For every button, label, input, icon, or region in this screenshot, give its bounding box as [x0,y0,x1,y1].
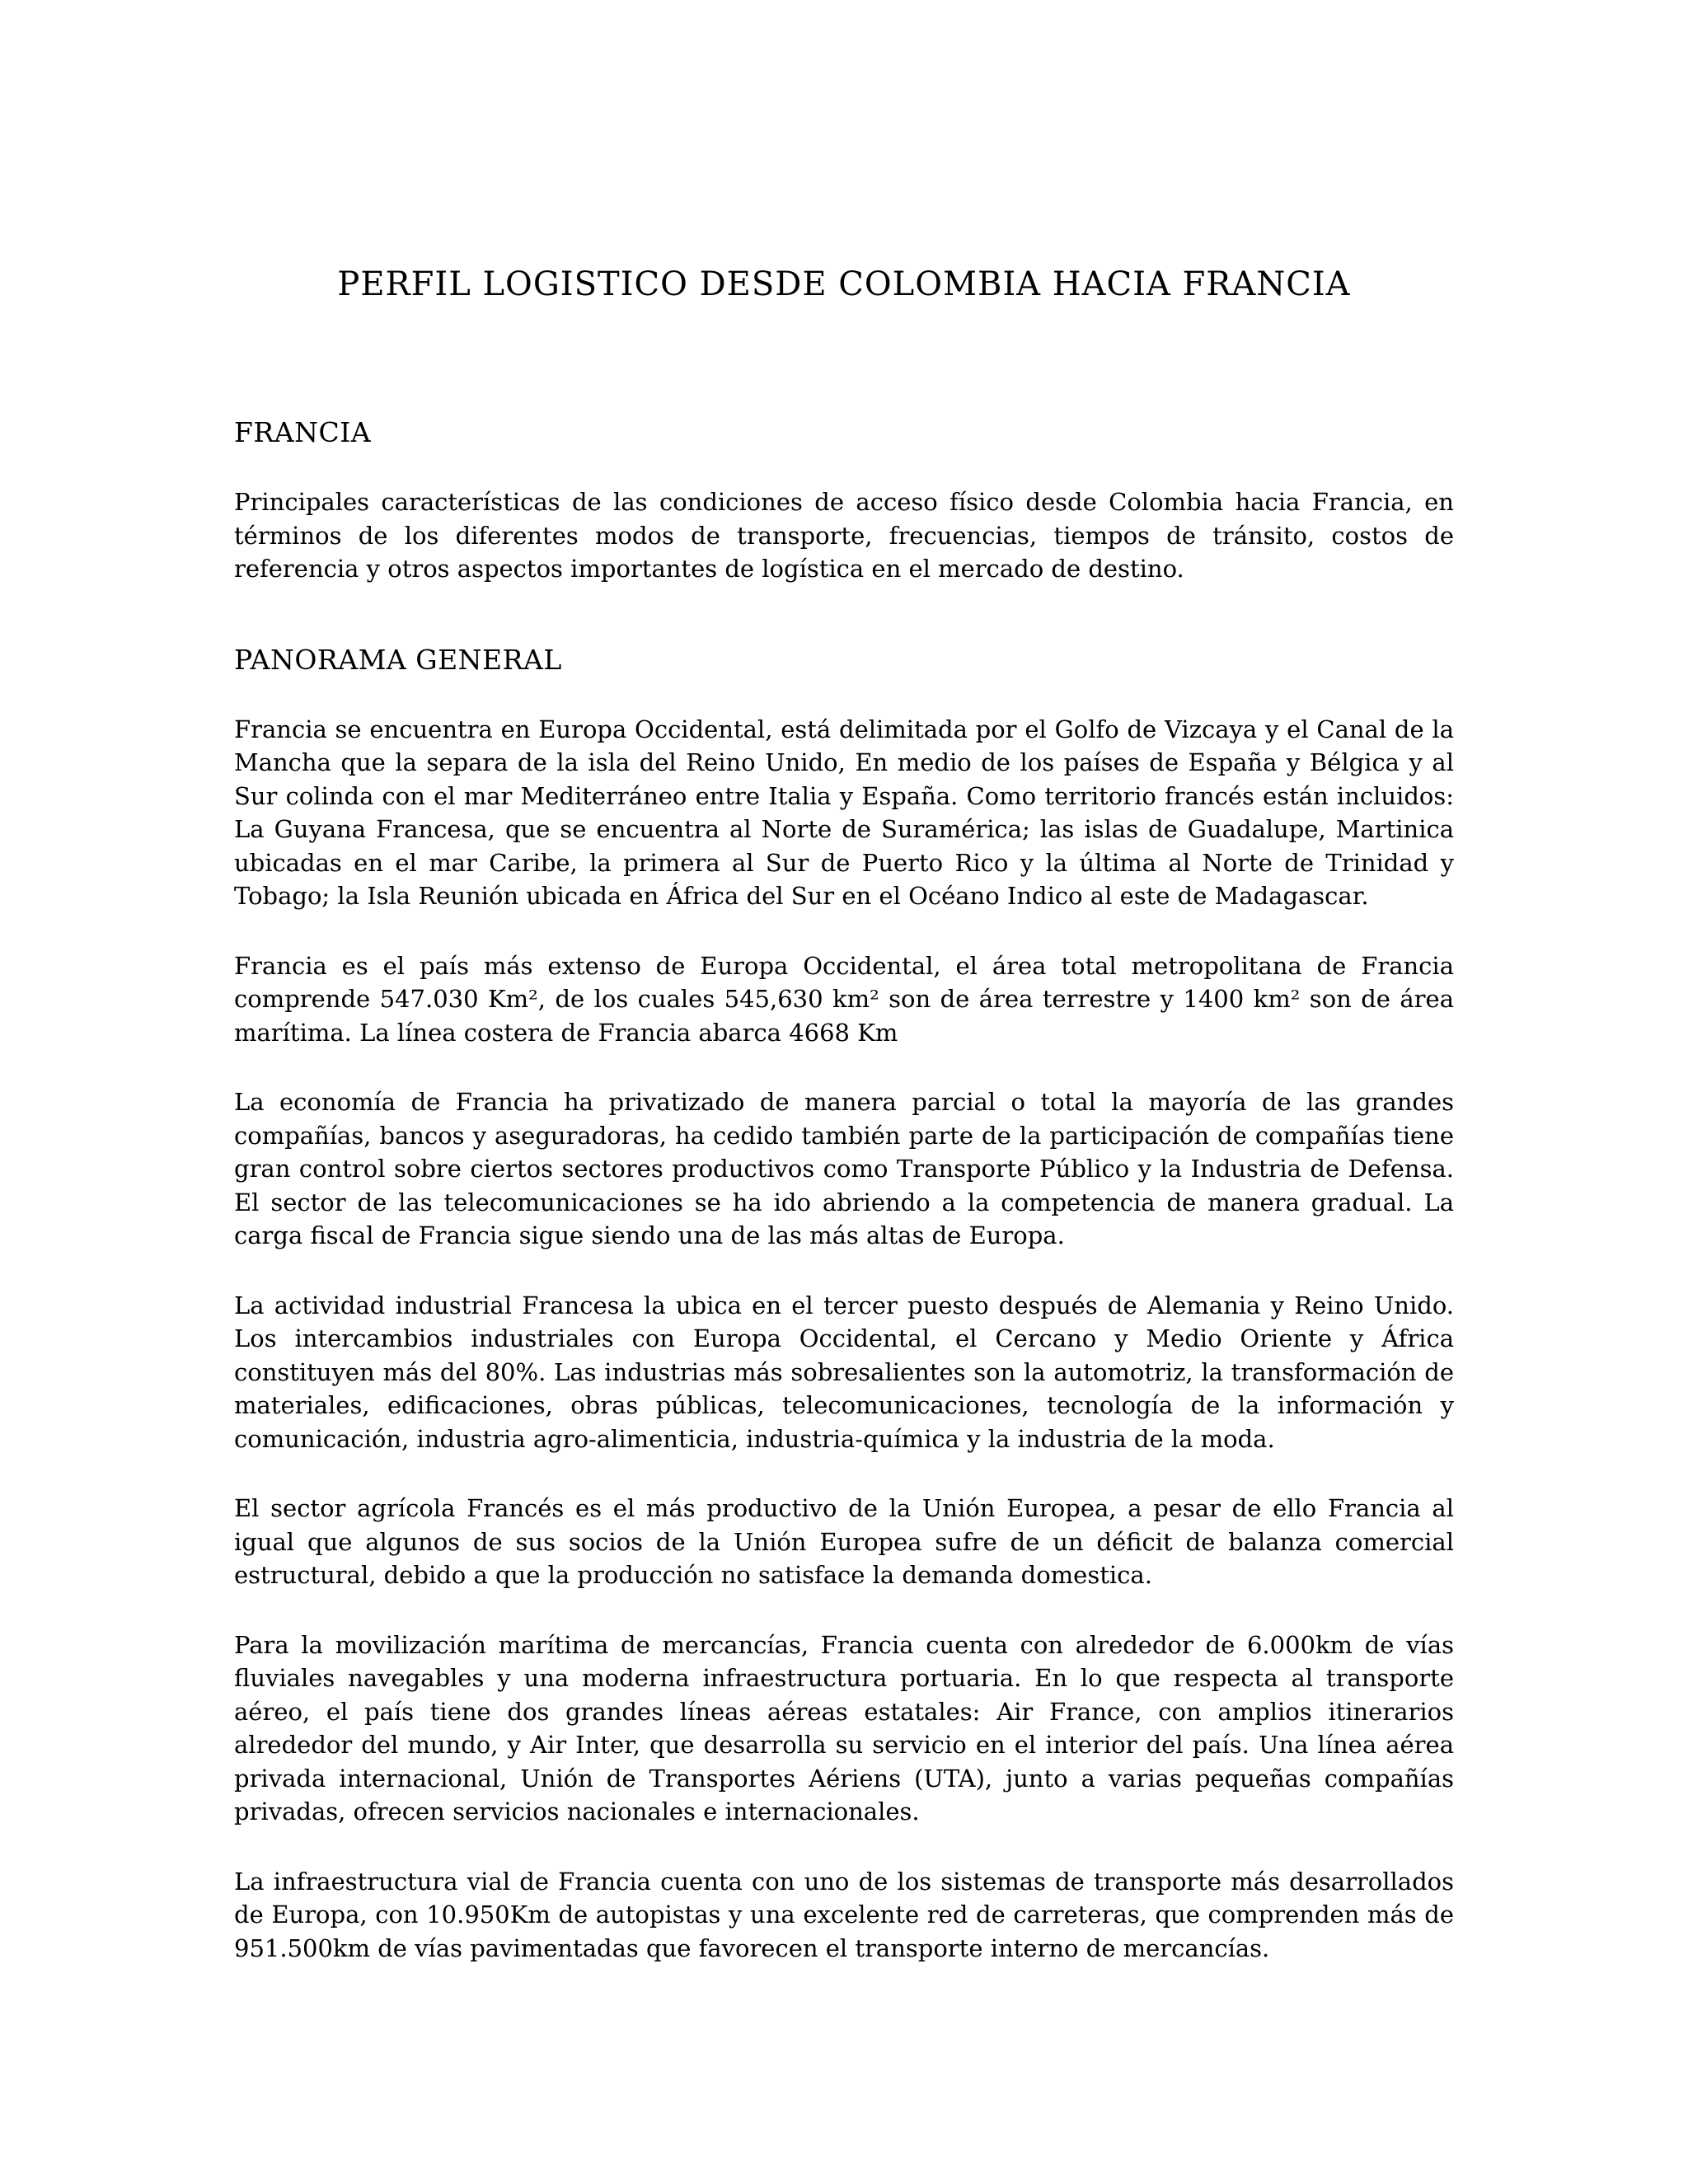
intro-paragraph: Principales características de las condiciones de acceso físico desde Colombia hacia Francia, en términos de los diferentes modos de transporte, frecuencias, tiempos de tránsito, costos de referencia y otros aspectos importantes de logística en el mercado de destino. [234,488,1454,583]
paragraph-area: Francia es el país más extenso de Europa Occidental, el área total metropolitana de Francia comprende 547.030 Km², de los cuales 545,630 km² son de área terrestre y 1400 km² son de área marítima. La línea costera de Francia abarca 4668 Km [234,951,1454,1047]
paragraph-industria: La actividad industrial Francesa la ubica en el tercer puesto después de Alemania y Reino Unido. Los intercambios industriales con Europa Occidental, el Cercano y Medio Oriente y África constituyen más del 80%. Las industrias más sobresalientes son la automotriz, la transformación de materiales, edificaciones, obras públicas, telecomunicaciones, tecnología de la información y comunicación, industria agro-alimenticia, industria-química y la industria de la moda. [234,1291,1454,1453]
document-body [234,416,1454,1965]
paragraph-geografia: Francia se encuentra en Europa Occidental, está delimitada por el Golfo de Vizcaya y el Canal de la Mancha que la separa de la isla del Reino Unido, En medio de los países de España y Bélgica y al Sur colinda con el mar Mediterráneo entre Italia y España. Como territorio francés están incluidos: La Guyana Francesa, que se encuentra al Norte de Suramérica; las islas de Guadalupe, Martinica ubicadas en el mar Caribe, la primera al Sur de Puerto Rico y la última al Norte de Trinidad y Tobago; la Isla Reunión ubicada en África del Sur en el Océano Indico al este de Madagascar. [234,715,1454,910]
paragraph-economia: La economía de Francia ha privatizado de manera parcial o total la mayoría de las grandes compañías, bancos y aseguradoras, ha cedido también parte de la participación de compañías tiene gran control sobre ciertos sectores productivos como Transporte Público y la Industria de Defensa. El sector de las telecomunicaciones se ha ido abriendo a la competencia de manera gradual. La carga fiscal de Francia sigue siendo una de las más altas de Europa. [234,1088,1454,1249]
paragraph-agricola: El sector agrícola Francés es el más productivo de la Unión Europea, a pesar de ello Francia al igual que algunos de sus socios de la Unión Europea sufre de un déficit de balanza comercial estructural, debido a que la producción no satisface la demanda domestica. [234,1494,1454,1589]
section-heading-francia: FRANCIA [234,416,372,448]
document-title: PERFIL LOGISTICO DESDE COLOMBIA HACIA FRANCIA [337,265,1351,303]
paragraph-transporte: Para la movilización marítima de mercancías, Francia cuenta con alrededor de 6.000km de vías fluviales navegables y una moderna infraestructura portuaria. En lo que respecta al transporte aéreo, el país tiene dos grandes líneas aéreas estatales: Air France, con amplios itinerarios alrededor del mundo, y Air Inter, que desarrolla su servicio en el interior del país. Una línea aérea privada internacional, Unión de Transportes Aériens (UTA), junto a varias pequeñas compañías privadas, ofrecen servicios nacionales e internacionales. [234,1630,1454,1825]
paragraph-infraestructura-vial: La infraestructura vial de Francia cuenta con uno de los sistemas de transporte más desarrollados de Europa, con 10.950Km de autopistas y una excelente red de carreteras, que comprenden más de 951.500km de vías pavimentadas que favorecen el transporte interno de mercancías. [234,1867,1454,1962]
section-heading-panorama: PANORAMA GENERAL [234,643,562,676]
